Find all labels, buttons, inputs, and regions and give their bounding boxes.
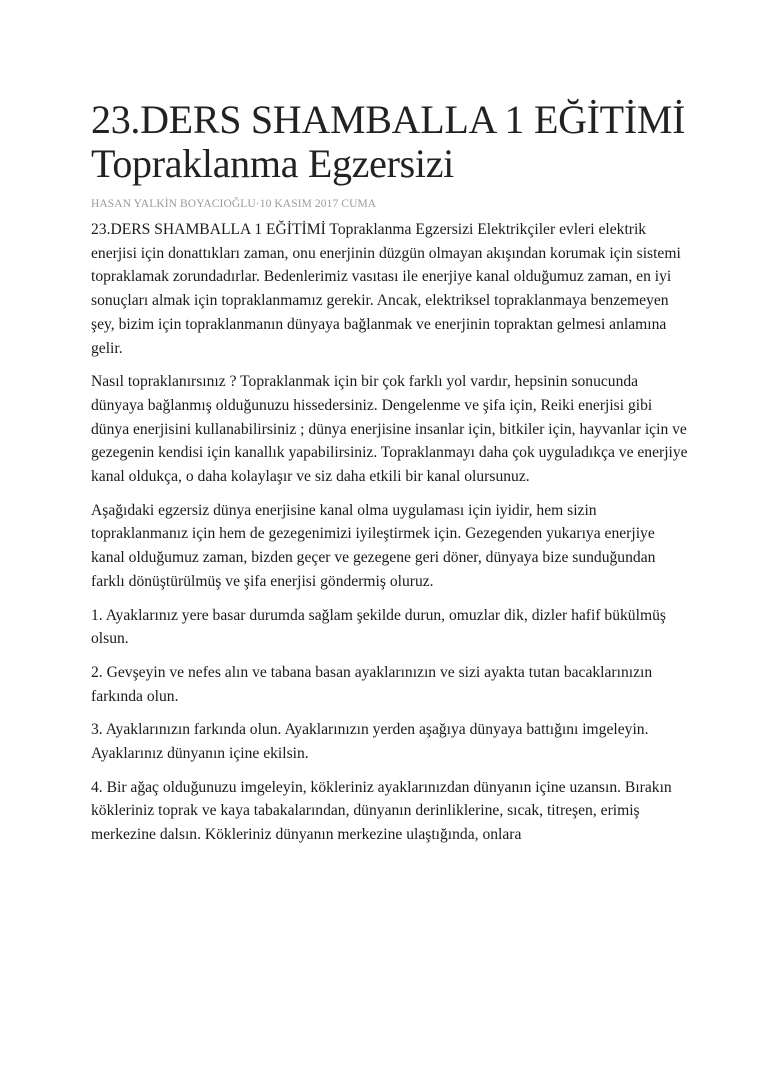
- article-byline: HASAN YALKİN BOYACIOĞLU·10 KASIM 2017 CUMA: [91, 198, 377, 210]
- paragraph-exercise-intro: Aşağıdaki egzersiz dünya enerjisine kanal olma uygulaması için iyidir, hem sizin topraklanmanız için hem de gezegenimizi iyileştirmek için. Gezegenden yukarıya enerjiye kanal olduğumuz zaman, bizden geçer ve gezegene geri döner, dünyaya bize sunduğundan farklı dönüştürülmüş ve şifa enerjisi göndermiş oluruz.: [91, 501, 656, 590]
- paragraph-step-3: 3. Ayaklarınızın farkında olun. Ayaklarınızın yerden aşağıya dünyaya battığını imgeleyin. Ayaklarınız dünyanın içine ekilsin.: [91, 721, 649, 763]
- paragraph-step-1: 1. Ayaklarınız yere basar durumda sağlam şekilde durun, omuzlar dik, dizler hafif bükülmüş olsun.: [91, 606, 666, 648]
- paragraph-step-2: 2. Gevşeyin ve nefes alın ve tabana basan ayaklarınızın ve sizi ayakta tutan bacaklarınızın farkında olun.: [91, 663, 653, 705]
- paragraph-intro: 23.DERS SHAMBALLA 1 EĞİTİMİ Topraklanma Egzersizi Elektrikçiler evleri elektrik enerjisi için donattıkları zaman, onu enerjinin düzgün olmayan akışından korumak için sistemi topraklamak zorundadırlar. Bedenlerimiz vasıtası ile enerjiye kanal olduğumuz zaman, en iyi sonuçları almak için topraklanmamız gerekir. Ancak, elektriksel topraklanmaya benzemeyen şey, bizim için topraklanmanın dünyaya bağlanmak ve enerjinin topraktan gelmesi anlamına gelir.: [91, 221, 681, 357]
- paragraph-how-to-ground: Nasıl topraklanırsınız ? Topraklanmak için bir çok farklı yol vardır, hepsinin sonucunda dünyaya bağlanmış olduğunuzu hissedersiniz. Dengelenme ve şifa için, Reiki enerjisi gibi dünya enerjisini kullanabilirsiniz ; dünya enerjisine insanlar için, bitkiler için, hayvanlar için ve gezegenin kendisi için kanallık yapabilirsiniz. Topraklanmayı daha çok uyguladıkça ve enerjiye kanal oldukça, o daha kolaylaşır ve siz daha etkili bir kanal olursunuz.: [91, 373, 688, 486]
- document-page: [91, 98, 691, 857]
- article-body: [91, 218, 691, 847]
- paragraph-step-4: 4. Bir ağaç olduğunuzu imgeleyin, kökleriniz ayaklarınızdan dünyanın içine uzansın. Bırakın kökleriniz toprak ve kaya tabakalarından, dünyanın derinliklerine, sıcak, titreşen, erimiş merkezine dalsın. Kökleriniz dünyanın merkezine ulaştığında, onlara: [91, 778, 672, 844]
- article-title: 23.DERS SHAMBALLA 1 EĞİTİMİ Topraklanma Egzersizi: [91, 97, 686, 186]
